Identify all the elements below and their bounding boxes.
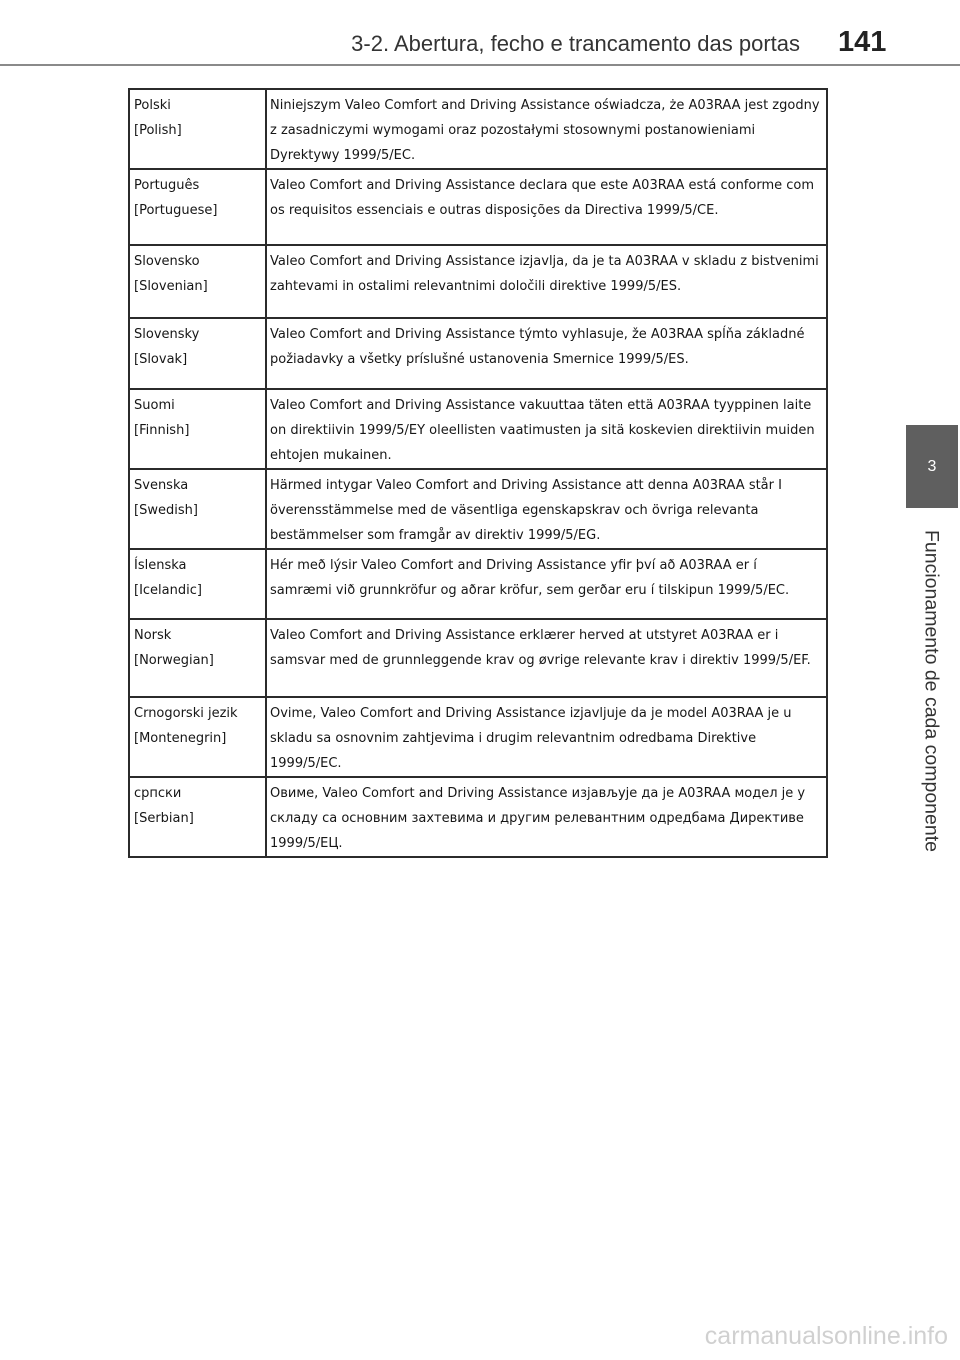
page-header [0, 0, 960, 66]
language-cell [129, 245, 266, 318]
language-name: Slovensko [134, 254, 200, 269]
page-number: 141 [838, 26, 887, 58]
declaration-text: Härmed intygar Valeo Comfort and Driving Assistance att denna A03RAA står I överensstämmelse med de väsentliga egenskapskrav och övriga relevanta bestämmelser som framgår av direktiv 1999/5/EG. [266, 469, 827, 549]
table-row [129, 549, 827, 619]
language-cell [129, 619, 266, 697]
chapter-number: 3 [927, 457, 937, 475]
table-row [129, 169, 827, 245]
language-english: [Slovak] [134, 352, 188, 367]
language-cell [129, 389, 266, 469]
table-row [129, 389, 827, 469]
table-row [129, 89, 827, 169]
language-cell [129, 777, 266, 857]
declaration-text: Valeo Comfort and Driving Assistance declara que este A03RAA está conforme com os requisitos essenciais e outras disposições da Directiva 1999/5/CE. [266, 169, 827, 245]
declaration-text: Ovime, Valeo Comfort and Driving Assistance izjavljuje da je model A03RAA je u skladu sa osnovnim zahtjevima i drugim relevantnim odredbama Direktive 1999/5/EC. [266, 697, 827, 777]
language-name: Polski [134, 98, 171, 113]
language-name: Íslenska [134, 558, 187, 573]
declaration-text: Овиме, Valeo Comfort and Driving Assistance изјављује да је A03RAA модел је у складу са основним захтевима и другим релевантним одредбама Директиве 1999/5/ЕЦ. [266, 777, 827, 857]
table-row [129, 619, 827, 697]
language-cell [129, 469, 266, 549]
section-title: 3-2. Abertura, fecho e trancamento das portas [351, 31, 800, 56]
language-english: [Portuguese] [134, 203, 218, 218]
language-name: Slovensky [134, 327, 200, 342]
chapter-tab [906, 425, 958, 508]
language-name: Norsk [134, 628, 172, 643]
language-cell [129, 697, 266, 777]
language-name: Svenska [134, 478, 189, 493]
language-name: српски [134, 786, 182, 801]
table-row [129, 245, 827, 318]
language-english: [Finnish] [134, 423, 190, 438]
language-english: [Slovenian] [134, 279, 208, 294]
language-cell [129, 549, 266, 619]
language-name: Português [134, 178, 200, 193]
table-row [129, 318, 827, 389]
table-row [129, 697, 827, 777]
header-divider [0, 64, 960, 66]
language-name: Crnogorski jezik [134, 706, 238, 721]
language-english: [Icelandic] [134, 583, 202, 598]
language-cell [129, 89, 266, 169]
language-english: [Norwegian] [134, 653, 214, 668]
declaration-text: Hér með lýsir Valeo Comfort and Driving Assistance yfir því að A03RAA er í samræmi við grunnkröfur og aðrar kröfur, sem gerðar eru í tilskipun 1999/5/EC. [266, 549, 827, 619]
declaration-text: Valeo Comfort and Driving Assistance vakuuttaa täten että A03RAA tyyppinen laite on direktiivin 1999/5/EY oleellisten vaatimusten ja sitä koskevien direktiivin muiden ehtojen mukainen. [266, 389, 827, 469]
language-english: [Polish] [134, 123, 182, 138]
declaration-table [128, 88, 828, 858]
declaration-text: Valeo Comfort and Driving Assistance týmto vyhlasuje, že A03RAA spĺňa základné požiadavky a všetky príslušné ustanovenia Smernice 1999/5/ES. [266, 318, 827, 389]
chapter-title-vertical [909, 518, 953, 863]
language-cell [129, 318, 266, 389]
declaration-text: Valeo Comfort and Driving Assistance izjavlja, da je ta A03RAA v skladu z bistvenimi zahtevami in ostalimi relevantnimi določili direktive 1999/5/ES. [266, 245, 827, 318]
language-name: Suomi [134, 398, 175, 413]
declaration-text: Niniejszym Valeo Comfort and Driving Assistance oświadcza, że A03RAA jest zgodny z zasadniczymi wymogami oraz pozostałymi stosownymi postanowieniami Dyrektywy 1999/5/EC. [266, 89, 827, 169]
table-row [129, 469, 827, 549]
declaration-text: Valeo Comfort and Driving Assistance erklærer herved at utstyret A03RAA er i samsvar med de grunnleggende krav og øvrige relevante krav i direktiv 1999/5/EF. [266, 619, 827, 697]
language-english: [Swedish] [134, 503, 198, 518]
chapter-title: Funcionamento de cada componente [920, 529, 943, 852]
language-cell [129, 169, 266, 245]
language-english: [Serbian] [134, 811, 194, 826]
table-row [129, 777, 827, 857]
watermark: carmanualsonline.info [704, 1322, 948, 1350]
language-english: [Montenegrin] [134, 731, 227, 746]
